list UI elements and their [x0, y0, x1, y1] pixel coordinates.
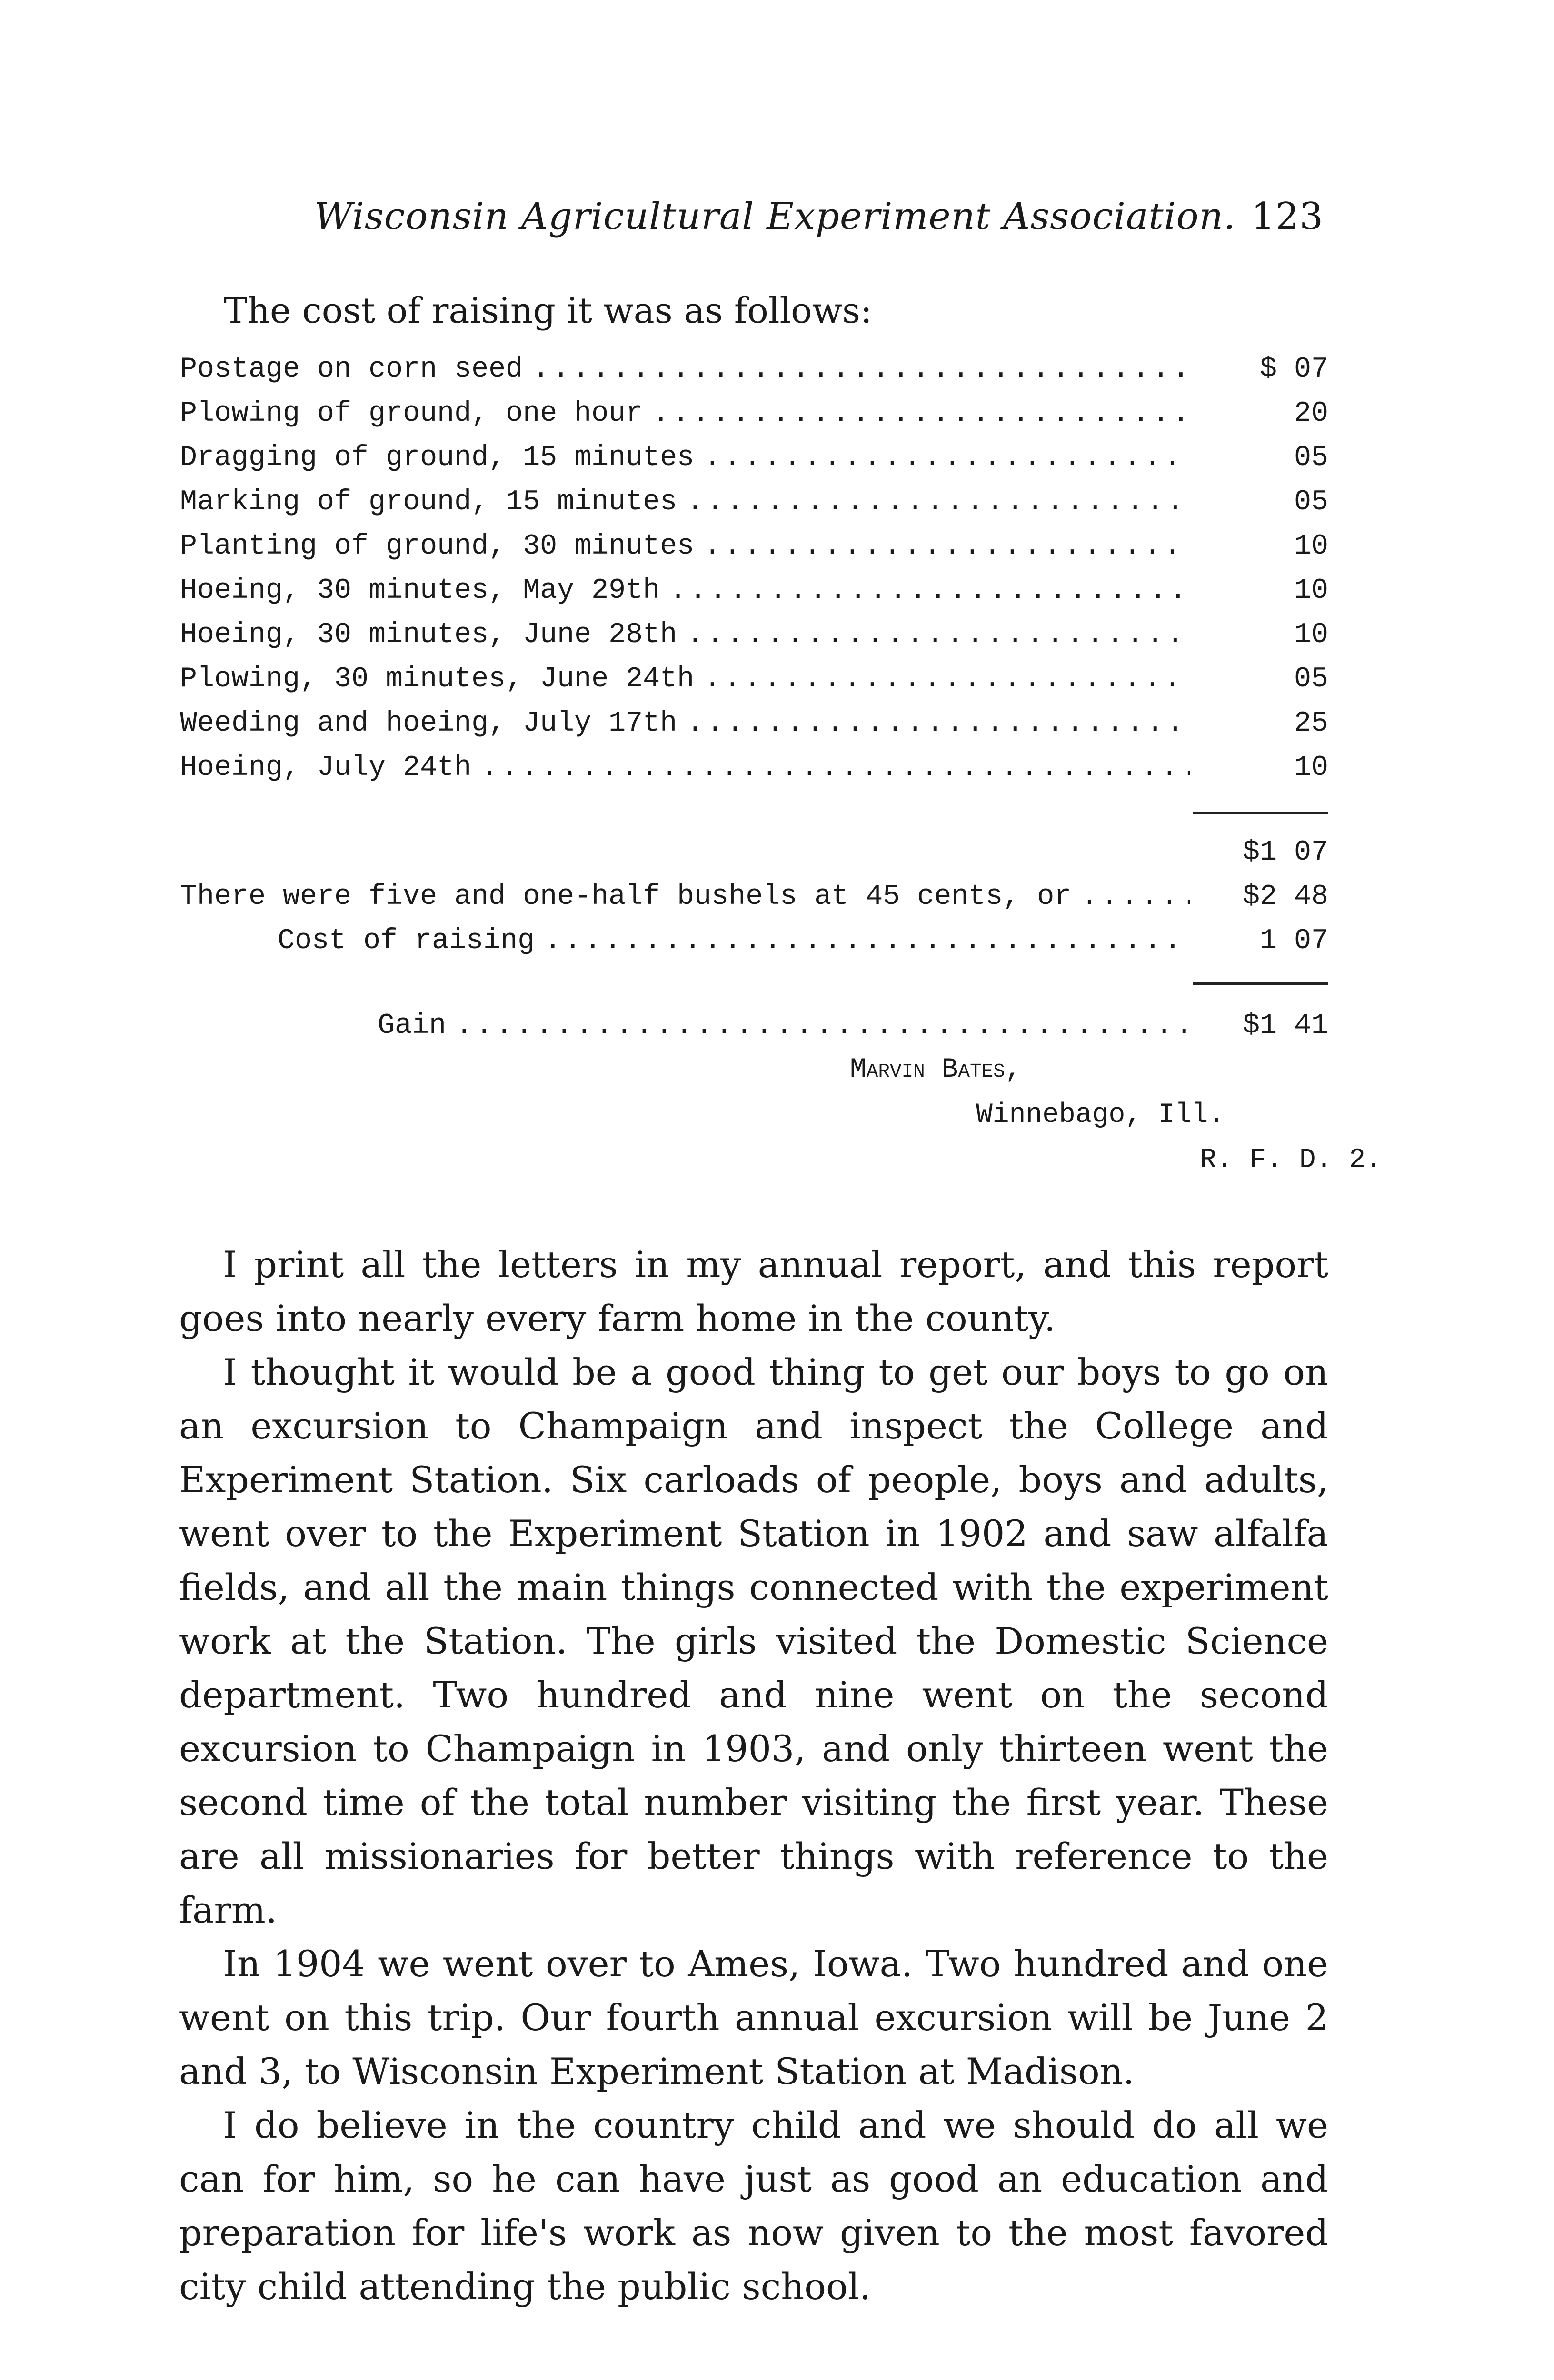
cost-label: Postage on corn seed: [180, 353, 523, 386]
cost-row: [180, 702, 1328, 746]
dot-leader: [1081, 875, 1190, 919]
sale-label: There were five and one-half bushels at 45 cents, or: [180, 881, 1072, 913]
cost-amount: 05: [1294, 663, 1328, 695]
paragraph: I do believe in the country child and we should do all we can for him, so he can have just as good an education and preparation for life's work as now given to the most favored city child attending the public school.: [179, 2104, 1328, 2308]
signature-name: Marvin Bates,: [850, 1054, 1022, 1085]
cost-label: Hoeing, 30 minutes, May 29th: [180, 575, 660, 607]
cost-amount: $ 07: [1259, 353, 1328, 386]
total-row: [180, 831, 1328, 875]
paragraph: I print all the letters in my annual report, and this report goes into nearly every farm home in the county.: [179, 1243, 1328, 1339]
cost-label: Plowing of ground, one hour: [180, 397, 643, 430]
cost-row: [180, 613, 1328, 657]
dot-leader: [687, 613, 1190, 657]
dot-leader: [544, 919, 1190, 963]
dot-leader: [704, 657, 1190, 702]
cost-label: Dragging of ground, 15 minutes: [180, 442, 695, 474]
cost-row: [180, 347, 1328, 392]
signature-city: Winnebago, Ill.: [976, 1100, 1225, 1130]
dot-leader: [704, 525, 1190, 569]
cost-row: [180, 569, 1328, 613]
dot-leader: [687, 702, 1190, 746]
cost-of-raising-label: Cost of raising: [278, 925, 535, 957]
cost-row: [180, 657, 1328, 702]
dot-leader: [456, 1004, 1190, 1048]
difference-rule: [1193, 982, 1328, 985]
dot-leader: [652, 392, 1190, 436]
total-amount: $1 07: [1242, 836, 1328, 869]
gain-label: Gain: [378, 1010, 447, 1042]
dot-leader: [704, 436, 1190, 480]
cost-intro: The cost of raising it was as follows:: [224, 290, 872, 331]
gain-row: [180, 1004, 1328, 1048]
cost-table: [180, 347, 1328, 1048]
cost-of-raising-row: [180, 919, 1328, 963]
cost-amount: 10: [1294, 530, 1328, 563]
cost-label: Hoeing, 30 minutes, June 28th: [180, 619, 677, 651]
page-number: 123: [1251, 195, 1324, 238]
dot-leader: [669, 569, 1190, 613]
cost-amount: 25: [1294, 707, 1328, 740]
cost-amount: 05: [1294, 442, 1328, 474]
sale-amount: $2 48: [1242, 881, 1328, 913]
dot-leader: [532, 347, 1190, 392]
cost-label: Plowing, 30 minutes, June 24th: [180, 663, 695, 695]
cost-label: Marking of ground, 15 minutes: [180, 486, 677, 518]
running-header: [314, 195, 1324, 238]
sum-rule: [1193, 812, 1328, 814]
cost-amount: 10: [1294, 575, 1328, 607]
header-title: Wisconsin Agricultural Experiment Association.: [314, 195, 1236, 238]
cost-row: [180, 392, 1328, 436]
cost-of-raising-amount: 1 07: [1259, 925, 1328, 957]
dot-leader: [481, 746, 1190, 790]
cost-row: [180, 436, 1328, 480]
sale-row: [180, 875, 1328, 919]
cost-label: Hoeing, July 24th: [180, 752, 472, 784]
cost-label: Weeding and hoeing, July 17th: [180, 707, 677, 740]
dot-leader: [687, 480, 1190, 525]
paragraph: I thought it would be a good thing to get our boys to go on an excursion to Champaign and inspect the College and Experiment Station. Six carloads of people, boys and adults, went over to the Experiment Station in 1902 and saw alfalfa fields, and all the main things connected with the experiment work at the Station. The girls visited the Domestic Science department. Two hundred and nine went on the second excursion to Champaign in 1903, and only thirteen went the second time of the total number visiting the first year. These are all missionaries for better things with reference to the farm.: [179, 1351, 1328, 1931]
cost-amount: 05: [1294, 486, 1328, 518]
cost-row: [180, 480, 1328, 525]
gain-amount: $1 41: [1242, 1010, 1328, 1042]
paragraph: In 1904 we went over to Ames, Iowa. Two hundred and one went on this trip. Our fourth annual excursion will be June 2 and 3, to Wisconsin Experiment Station at Madison.: [179, 1943, 1328, 2092]
cost-amount: 10: [1294, 752, 1328, 784]
cost-amount: 20: [1294, 397, 1328, 430]
cost-row: [180, 746, 1328, 790]
cost-label: Planting of ground, 30 minutes: [180, 530, 695, 563]
cost-row: [180, 525, 1328, 569]
cost-amount: 10: [1294, 619, 1328, 651]
body-text: [179, 1238, 1328, 2313]
signature-rfd: R. F. D. 2.: [1200, 1145, 1382, 1176]
